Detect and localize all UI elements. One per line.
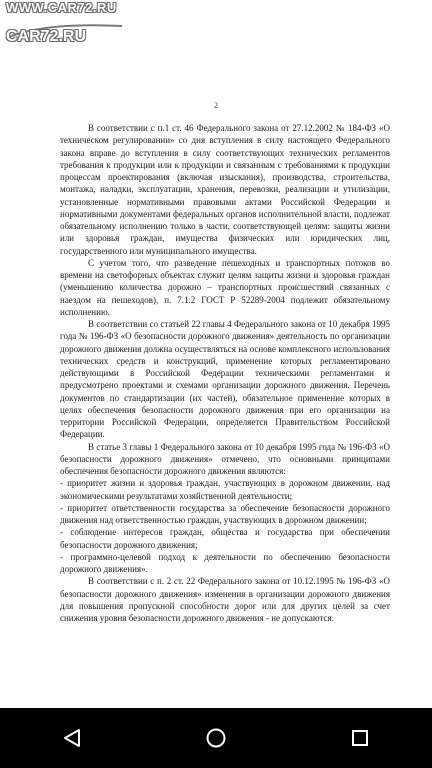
paragraph: В соответствии с п.1 ст. 46 Федерального закона от 27.12.2002 № 184-ФЗ «О техническом регулировании» со дня вступления в силу настоящего Федерального закона вправе до вступления в силу соответствующих технических регламентов требования к продукции или к продукции и связанным с требованиями к продукции процессам проектирования (включая изыскания), производства, строительства, монтажа, наладки, эксплуатации, хранения, перевозки, реализации и утилизации, установленные нормативными правовыми актами Российской Федерации и нормативными документами федеральных органов исполнительной власти, подлежат обязательному исполнению только в части, соответствующей целям: защиты жизни или здоровья граждан, имущества физических или юридических лиц, государственного или муниципального имущества. (60, 123, 390, 256)
paragraph: В соответствии со статьей 22 главы 4 Федерального закона от 10 декабря 1995 года № 196-ФЗ «О безопасности дорожного движения» деятельность по организации дорожного движения должна осуществляться на основе комплексного использования технических средств и конструкций, применение которых регламентировано действующими в Российской Федерации техническими регламентами и предусмотрено проектами и схемами организации дорожного движения. Перечень документов по стандартизации (их частей), обязательное применение которых в целях обеспечения безопасности дорожного движения при его организации на территории Российской Федерации, определяется Правительством Российской Федерации. (60, 319, 390, 440)
bullet-item: - приоритет ответственности государства за обеспечение безопасности дорожного движения над ответственностью граждан, участвующих в дорожном движении; (60, 502, 390, 525)
back-icon (61, 727, 83, 749)
recents-button[interactable] (340, 718, 380, 758)
bullet-item: - приоритет жизни и здоровья граждан, участвующих в дорожном движении, над экономическими результатами хозяйственной деятельности; (60, 478, 390, 501)
bullet-item: - программно-целевой подход к деятельности по обеспечению безопасности дорожного движения». (60, 551, 390, 574)
document-body (60, 122, 390, 624)
watermark-logo: CAR72.RU (6, 28, 87, 45)
home-button[interactable] (196, 718, 236, 758)
paragraph: В соответствии с п. 2 ст. 22 Федерального закона от 10.12.1995 № 196-ФЗ «О безопасности дорожного движения» изменения в организации дорожного движения для повышения пропускной способности дорог или для других целей за счет снижения уровня безопасности дорожного движения - не допускаются. (60, 576, 390, 623)
watermark-url: WWW.CAR72.RU (6, 0, 117, 15)
back-button[interactable] (52, 718, 92, 758)
home-icon (205, 727, 227, 749)
page-number: 2 (214, 101, 218, 110)
bullet-item: - соблюдение интересов граждан, общества и государства при обеспечении безопасности дорожного движения; (60, 527, 390, 550)
android-navigation-bar (0, 708, 432, 768)
recents-icon (349, 727, 371, 749)
site-watermark (0, 0, 140, 60)
paragraph: С учетом того, что разведение пешеходных и транспортных потоков во времени на светофорных объектах служит целям защиты жизни и здоровья граждан (уменьшению количества дорожно – транспортных происшествий связанных с наездом на пешеходов), п. 7.1.2 ГОСТ Р 52289-2004 подлежит обязательному исполнению. (60, 257, 390, 317)
paragraph: В статье 3 главы 1 Федерального закона от 10 декабря 1995 года № 196-ФЗ «О безопасности дорожного движения» отмечено, что основными принципами обеспечения безопасности дорожного движения являются: (60, 441, 390, 476)
